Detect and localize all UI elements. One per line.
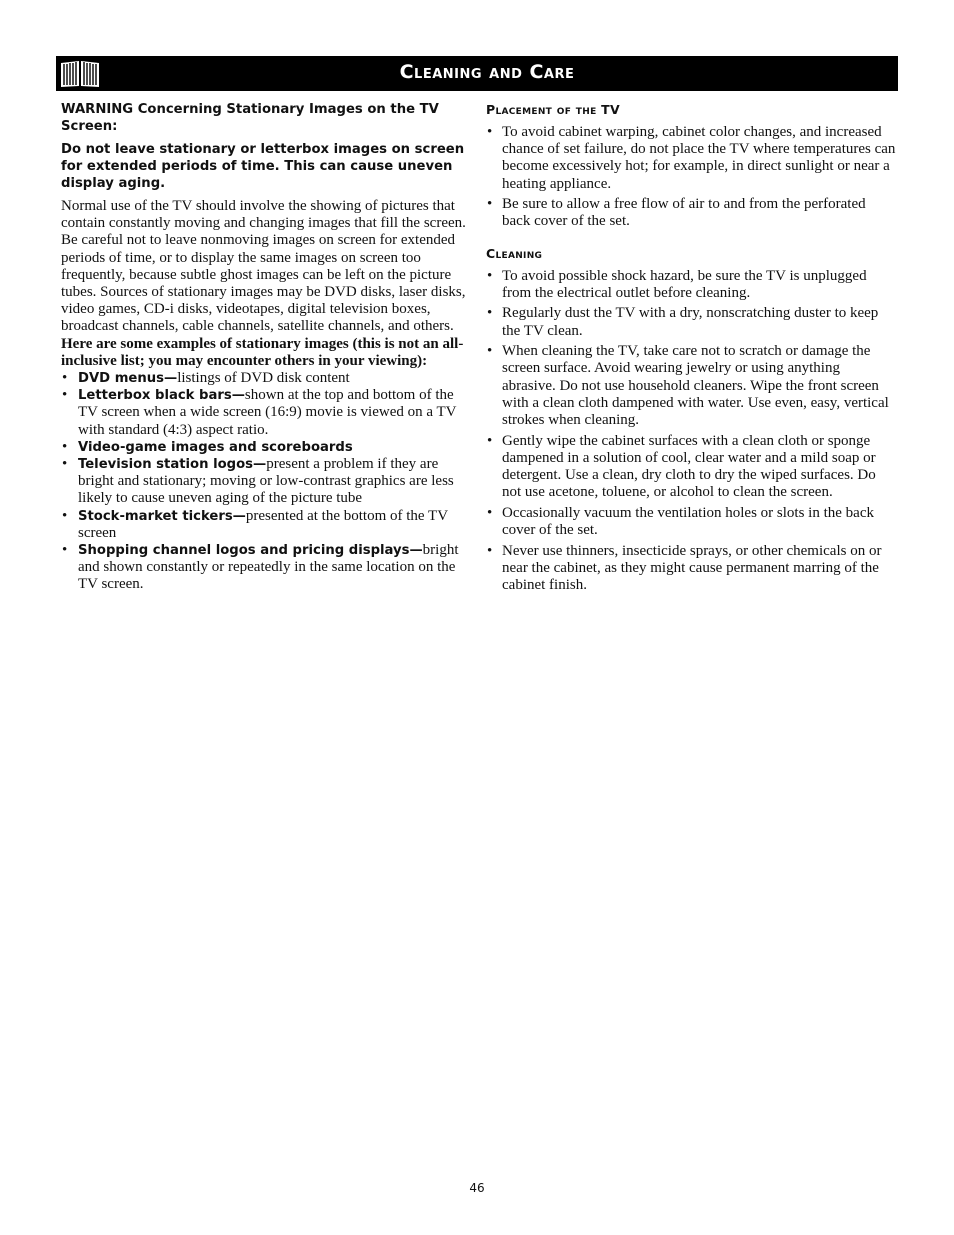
list-item: • To avoid cabinet warping, cabinet color changes, and increased chance of set failure, do not place the TV where temperatures can become excessively hot; for example, in direct sunlight or near a heating appliance. (486, 124, 896, 193)
example-term: Letterbox black bars— (78, 388, 245, 404)
example-text: shown at the top and bottom of the TV screen when a wide screen (16:9) movie is viewed on a TV with standard (4:3) aspect ratio. (78, 387, 457, 438)
list-item (61, 508, 467, 542)
list-item: • Never use thinners, insecticide sprays, or other chemicals on or near the cabinet, as they might cause permanent marring of the cabinet finish. (486, 543, 896, 595)
warning-subtitle: Do not leave stationary or letterbox images on screen for extended periods of time. This can cause uneven display aging. (61, 142, 465, 191)
example-term: Stock-market tickers— (78, 508, 246, 524)
list-item: • Be sure to allow a free flow of air to and from the perforated back cover of the set. (486, 196, 896, 230)
example-term: DVD menus— (78, 371, 178, 387)
list-item: • Occasionally vacuum the ventilation holes or slots in the back cover of the set. (486, 505, 896, 539)
list-item: • Gently wipe the cabinet surfaces with a clean cloth or sponge dampened in a solution of cool, clear water and a mild soap or detergent. Use a clean, dry cloth to dry the wiped surfaces. Do not use acetone, toluene, or alcohol to clean the screen. (486, 433, 896, 502)
warning-title: WARNING Concerning Stationary Images on the TV Screen: (61, 102, 439, 134)
paragraph-text: Normal use of the TV should involve the showing of pictures that contain constantly moving and changing images that fill the screen. Be careful not to leave nonmoving images on screen for extended periods of time, or to display the same images on screen too frequently, because subtle ghost images can be left on the picture tubes. Sources of stationary images may be DVD disks, laser disks, video games, CD-i disks, videotapes, digital television boxes, broadcast channels, cable channels, satellite channels, and others. (61, 198, 466, 335)
page-number: 46 (469, 1181, 485, 1195)
placement-list (486, 124, 896, 231)
example-text: bright and shown constantly or repeatedly in the same location on the TV screen. (78, 542, 459, 593)
stationary-image-examples-list (61, 370, 467, 594)
section-header-bar (56, 56, 898, 91)
list-item (61, 370, 467, 387)
left-column (61, 101, 467, 594)
list-item (61, 387, 467, 439)
cleaning-heading: Cleaning (486, 245, 543, 261)
example-term: Shopping channel logos and pricing displays— (78, 543, 423, 559)
list-item (61, 456, 467, 508)
example-term: Video-game images and scoreboards (78, 439, 353, 455)
cleaning-list (486, 268, 896, 595)
right-column (486, 101, 896, 598)
example-term: Television station logos— (78, 457, 267, 473)
list-item: • When cleaning the TV, take care not to scratch or damage the screen surface. Avoid wearing jewelry or using anything abrasive. Do not use household cleaners. Wipe the front screen with a clean cloth dampened with water. Use even, easy, vertical strokes when cleaning. (486, 343, 896, 429)
placement-heading: Placement of the TV (486, 102, 620, 117)
example-text: present a problem if they are bright and stationary; moving or low-contrast graphics are less likely to cause uneven aging of the picture tube (78, 456, 454, 507)
list-item: • Regularly dust the TV with a dry, nonscratching duster to keep the TV clean. (486, 305, 896, 339)
list-item (61, 439, 467, 456)
page-title: Cleaning and Care (399, 61, 575, 83)
example-text: presented at the bottom of the TV screen (78, 507, 448, 541)
stationary-images-paragraph (61, 198, 467, 370)
paragraph-bold-text: Here are some examples of stationary images (this is not an all-inclusive list; you may encounter others in your viewing): (61, 335, 464, 369)
list-item: • To avoid possible shock hazard, be sure the TV is unplugged from the electrical outlet before cleaning. (486, 268, 896, 302)
list-item (61, 542, 467, 594)
example-text: listings of DVD disk content (177, 370, 350, 387)
